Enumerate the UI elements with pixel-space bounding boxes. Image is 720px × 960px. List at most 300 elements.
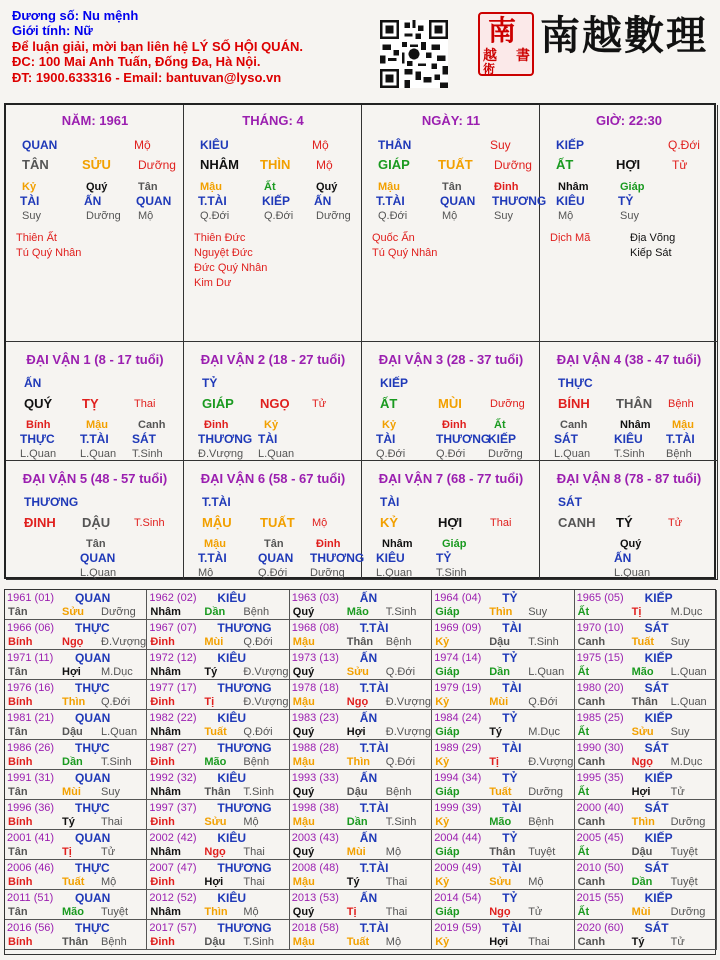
hidden-can: Bính [26,419,51,431]
hidden-star: T.TÀI [376,194,405,208]
year-star: TỶ [502,591,518,605]
dai-van-stage: Tử [668,517,683,529]
year-star: SÁT [644,921,669,935]
year-label: 1992 (32) [149,772,197,784]
year-chi: Thân [631,696,658,708]
dai-van-cell [540,461,718,580]
year-can: Tân [8,786,28,798]
year-star: THỰC [75,741,110,755]
hidden-can: Đinh [204,419,229,431]
shen-sha-note: Tú Quý Nhân [372,247,438,259]
hidden-can: Ất [494,419,506,431]
dai-van-can: QUÝ [24,396,53,411]
year-star: TÀI [502,801,522,815]
year-can: Giáp [435,846,460,858]
year-can: Quý [292,786,315,798]
dai-van-stage: Bệnh [668,398,694,410]
year-label: 1999 (39) [434,802,482,814]
hidden-star: KIÊU [556,194,585,208]
year-star: TÀI [502,921,522,935]
year-label: 2012 (52) [149,892,197,904]
pillar-stage: Mộ [316,158,333,172]
year-can: Giáp [435,606,460,618]
hidden-star: QUAN [258,551,294,565]
year-star: QUAN [75,831,111,845]
year-stage: Mộ [528,876,544,888]
shen-sha-note: Kim Dư [194,277,232,289]
annual-year-cell [432,590,574,620]
annual-year-cell [290,710,432,740]
hidden-can: Quý [86,181,108,193]
year-stage: Suy [101,786,120,798]
hidden-can: Mậu [672,419,694,431]
year-label: 1968 (08) [291,622,339,634]
pillar-star: QUAN [22,138,58,152]
hidden-stage: L.Quan [20,448,57,460]
year-chi: Thân [346,636,374,648]
year-stage: Dưỡng [528,786,563,798]
subject-name: Đương số: Nu mệnh [12,8,139,23]
year-chi: Sửu [346,666,369,678]
year-label: 2020 (60) [576,922,624,934]
annual-year-cell [5,770,147,800]
year-chi: Thìn [631,816,655,828]
pillar-can: NHÂM [200,157,239,172]
annual-year-cell [290,650,432,680]
seal-glyph: 越 [483,48,497,64]
year-label: 1986 (26) [7,742,55,754]
hidden-star: KIẾP [488,432,517,446]
annual-year-cell [575,650,717,680]
hidden-stage: L.Quan [80,448,117,460]
year-star: T.TÀI [359,801,389,815]
dai-van-can: ĐINH [24,515,56,530]
year-can: Ất [577,726,590,738]
year-label: 1974 (14) [434,652,482,664]
hidden-star: T.TÀI [666,432,695,446]
contact-line: Để luận giải, mời bạn liên hệ LÝ SỐ HỘI QUÁN. [12,38,303,54]
year-star: T.TÀI [359,681,389,695]
hidden-stage: Dưỡng [86,210,121,222]
year-label: 2004 (44) [434,832,482,844]
year-stage: Thai [385,906,408,918]
annual-year-cell [432,920,574,950]
year-can: Mậu [292,636,315,648]
year-stage: Tuyệt [528,846,556,858]
dai-van-stage: Dưỡng [490,398,525,410]
year-stage: Mộ [385,936,402,948]
annual-year-cell [290,860,432,890]
year-stage: L.Quan [670,666,707,678]
year-label: 1972 (12) [149,652,197,664]
year-can: Ất [577,846,590,858]
gender: Giới tính: Nữ [12,23,93,39]
year-can: Tân [8,846,28,858]
year-chi: Thân [204,786,231,798]
year-stage: M.Dục [670,756,703,768]
year-star: KIẾP [644,651,673,665]
year-star: THỰC [75,801,110,815]
annual-year-cell [575,620,717,650]
year-can: Ất [577,666,590,678]
hidden-star: QUAN [136,194,172,208]
year-can: Tân [8,606,28,618]
annual-year-cell [575,710,717,740]
year-star: KIÊU [217,891,247,905]
dai-van-stage: Thai [134,398,156,410]
year-label: 1984 (24) [434,712,482,724]
year-star: ẤN [359,591,378,605]
year-chi: Hợi [204,876,224,888]
year-stage: Q.Đới [243,726,273,738]
year-chi: Ngọ [489,906,511,918]
year-chi: Mùi [62,786,81,798]
hidden-star: THƯƠNG [198,432,253,446]
year-chi: Ngọ [346,696,369,708]
hidden-can: Tân [86,538,106,550]
dai-van-stage: T.Sinh [134,517,165,529]
hidden-can: Tân [264,538,284,550]
pillar-cell [362,105,547,342]
year-can: Canh [577,696,606,708]
year-stage: Dưỡng [101,606,136,618]
pillar-title: THÁNG: 4 [242,113,304,128]
year-label: 2001 (41) [7,832,55,844]
year-chi: Tý [631,936,645,948]
annual-year-cell [432,710,574,740]
annual-year-cell [5,590,147,620]
year-star: TỶ [502,771,518,785]
shen-sha-note: Kiếp Sát [630,247,672,259]
phone-email-line: ĐT: 1900.633316 - Email: bantuvan@lyso.vn [12,69,282,85]
year-chi: Mão [62,906,84,918]
address-line: ĐC: 100 Mai Anh Tuấn, Đống Đa, Hà Nội. [12,54,261,70]
year-stage: Tử [670,786,685,798]
year-can: Đinh [150,696,175,708]
year-stage: Mộ [385,846,402,858]
year-stage: Tuyệt [670,876,698,888]
hidden-star: ẤN [314,194,332,208]
year-stage: T.Sinh [385,606,417,618]
pillar-chi: TUẤT [438,157,473,172]
hidden-star: ẤN [614,551,632,565]
dai-van-chi: NGỌ [260,396,290,411]
hidden-stage: Đ.Vượng [198,448,244,460]
annual-year-cell [5,860,147,890]
year-star: T.TÀI [359,741,389,755]
hidden-can: Kỷ [22,181,37,193]
year-chi: Thân [62,936,89,948]
hidden-stage: L.Quan [80,567,117,579]
dai-van-can: BÍNH [558,396,590,411]
year-stage: Tử [670,936,685,948]
year-star: QUAN [75,651,111,665]
year-star: THƯƠNG [217,681,272,695]
year-can: Canh [577,636,606,648]
year-can: Giáp [435,786,460,798]
annual-year-cell [575,590,717,620]
year-label: 2005 (45) [576,832,624,844]
year-chi: Dần [631,876,653,888]
year-chi: Thìn [346,756,371,768]
annual-year-cell [290,770,432,800]
pillar-cell [184,105,362,342]
annual-year-cell [5,890,147,920]
year-chi: Sửu [204,816,227,828]
year-label: 2003 (43) [291,832,339,844]
year-label: 1990 (30) [576,742,624,754]
year-star: T.TÀI [359,861,389,875]
shen-sha-note: Nguyệt Đức [194,247,253,259]
annual-year-cell [432,740,574,770]
annual-year-cell [147,830,289,860]
year-can: Mậu [292,936,315,948]
year-chi: Dần [62,756,83,768]
header-info [12,8,303,85]
annual-year-cell [290,680,432,710]
year-label: 1965 (05) [576,592,624,604]
year-chi: Hợi [62,666,81,678]
pillar-star-right: Mộ [134,138,151,152]
hidden-stage: Q.Đới [376,448,406,460]
year-can: Tân [8,726,28,738]
dai-van-cell [6,461,184,580]
year-label: 2018 (58) [291,922,339,934]
year-stage: Đ.Vượng [528,756,574,768]
dai-van-title: ĐẠI VẬN 7 (68 - 77 tuổi) [378,471,524,486]
year-stage: Mộ [243,906,259,918]
dai-van-title: ĐẠI VẬN 4 (38 - 47 tuổi) [556,352,702,367]
annual-year-cell [575,800,717,830]
year-can: Kỷ [435,756,450,768]
year-star: QUAN [75,591,111,605]
pillar-star-right: Suy [490,138,511,152]
chart-grid [4,103,716,579]
annual-year-cell [147,710,289,740]
year-can: Bính [8,876,33,888]
year-stage: Bệnh [243,756,270,768]
year-stage: Q.Đới [243,636,273,648]
dai-van-star: THỰC [558,376,593,390]
year-chi: Tuất [62,876,85,888]
annual-year-cell [290,920,432,950]
year-label: 1962 (02) [149,592,197,604]
year-star: THƯƠNG [217,741,272,755]
shen-sha-note: Thiên Ất [16,232,57,244]
hidden-can: Giáp [620,181,645,193]
year-label: 1989 (29) [434,742,482,754]
year-stage: Bệnh [385,786,412,798]
year-label: 1988 (28) [291,742,339,754]
hidden-can: Mậu [378,181,400,193]
dai-van-chi: TÝ [616,515,633,530]
hidden-stage: L.Quan [614,567,651,579]
dai-van-star: T.TÀI [202,495,231,509]
year-label: 2015 (55) [576,892,624,904]
year-label: 1991 (31) [7,772,55,784]
year-label: 1985 (25) [576,712,624,724]
year-label: 1961 (01) [7,592,55,604]
annual-year-cell [147,860,289,890]
hidden-star: KIÊU [614,432,643,446]
hidden-stage: Q.Đới [258,567,288,579]
year-stage: Bệnh [528,816,554,828]
year-label: 1994 (34) [434,772,482,784]
year-chi: Tị [204,696,215,708]
year-can: Mậu [292,876,315,888]
pillar-cell [540,105,718,342]
year-can: Kỷ [435,876,450,888]
year-star: KIÊU [217,651,247,665]
year-can: Canh [577,756,606,768]
year-can: Quý [292,726,315,738]
annual-year-cell [5,710,147,740]
dai-van-can: ẤT [380,396,398,411]
year-label: 2007 (47) [149,862,197,874]
year-label: 2017 (57) [149,922,197,934]
year-chi: Mão [489,816,512,828]
annual-year-cell [290,890,432,920]
hidden-star: SÁT [554,432,578,446]
dai-van-can: KỶ [380,515,399,530]
year-star: TÀI [502,621,522,635]
dai-van-star: ẤN [24,376,42,390]
year-star: THỰC [75,921,110,935]
hidden-can: Tân [138,181,158,193]
hidden-stage: L.Quan [258,448,295,460]
year-chi: Tị [346,906,357,918]
year-can: Quý [292,606,315,618]
dai-van-title: ĐẠI VẬN 6 (58 - 67 tuổi) [200,471,346,486]
year-can: Ất [577,786,590,798]
pillar-stage: Tử [672,158,688,172]
hidden-stage: Q.Đới [378,210,408,222]
year-label: 1978 (18) [291,682,339,694]
dai-van-chi: HỢI [438,515,463,530]
hidden-stage: Mộ [442,210,458,222]
year-star: THỰC [75,861,110,875]
year-stage: Suy [528,606,548,618]
year-stage: Đ.Vượng [385,726,431,738]
year-label: 1993 (33) [291,772,339,784]
year-can: Nhâm [150,846,181,858]
year-label: 1975 (15) [576,652,624,664]
year-label: 2008 (48) [291,862,339,874]
pillar-star-right: Mộ [312,138,329,152]
year-stage: L.Quan [528,666,565,678]
year-stage: Thai [528,936,550,948]
year-stage: Đ.Vượng [243,696,289,708]
year-can: Đinh [150,756,175,768]
year-label: 2014 (54) [434,892,482,904]
year-chi: Tuất [346,936,370,948]
hidden-stage: Q.Đới [436,448,466,460]
hidden-stage: T.Sinh [132,448,163,460]
dai-van-cell [362,342,540,461]
shen-sha-note: Dịch Mã [550,232,591,244]
annual-year-cell [290,740,432,770]
year-can: Kỷ [435,636,450,648]
year-can: Bính [8,756,33,768]
year-star: SÁT [644,741,669,755]
annual-year-cell [432,890,574,920]
hidden-star: TÀI [258,432,278,446]
hidden-stage: Dưỡng [316,210,351,222]
dai-van-chi: THÂN [616,396,653,411]
year-label: 1977 (17) [149,682,197,694]
year-can: Bính [8,696,33,708]
year-can: Bính [8,816,33,828]
annual-year-cell [5,650,147,680]
year-star: THƯƠNG [217,921,272,935]
year-chi: Hợi [489,936,509,948]
year-chi: Tị [631,606,642,618]
pillar-chi: HỢI [616,157,641,172]
year-chi: Tuất [489,786,512,798]
year-label: 1963 (03) [291,592,339,604]
year-stage: Thai [243,876,265,888]
year-star: THỰC [75,621,110,635]
annual-year-cell [432,620,574,650]
year-star: TỶ [502,831,518,845]
pillar-star: THÂN [378,138,412,152]
year-can: Mậu [292,756,315,768]
hidden-stage: Mộ [558,210,574,222]
annual-year-cell [575,740,717,770]
hidden-can: Mậu [204,538,226,550]
year-label: 1964 (04) [434,592,482,604]
year-can: Quý [292,666,315,678]
hidden-star: TÀI [376,432,396,446]
hidden-star: TỶ [436,551,452,565]
year-chi: Mùi [489,696,509,708]
hidden-can: Đinh [494,181,519,193]
dai-van-star: TÀI [380,495,400,509]
dai-van-star: THƯƠNG [24,495,79,509]
dai-van-star: KIẾP [380,376,409,390]
hidden-stage: L.Quan [376,567,413,579]
year-label: 1969 (09) [434,622,482,634]
year-can: Nhâm [150,666,181,678]
brand-title: 南越數理 [540,12,708,59]
annual-year-cell [432,800,574,830]
year-stage: L.Quan [101,726,138,738]
hidden-stage: L.Quan [554,448,591,460]
shen-sha-note: Đức Quý Nhân [194,262,268,274]
year-stage: Q.Đới [385,756,416,768]
dai-van-star: SÁT [558,495,582,509]
hidden-stage: Mộ [198,567,214,579]
hidden-stage: T.Sinh [614,448,645,460]
year-can: Nhâm [150,906,181,918]
year-stage: Q.Đới [528,696,558,708]
year-chi: Sửu [489,876,512,888]
hidden-stage: Suy [494,210,513,222]
year-chi: Tý [62,816,75,828]
year-can: Đinh [150,876,175,888]
year-label: 1976 (16) [7,682,55,694]
hidden-star: THƯƠNG [310,551,365,565]
year-can: Canh [577,876,606,888]
shen-sha-note: Địa Võng [630,232,676,244]
year-star: THƯƠNG [217,621,272,635]
year-stage: Đ.Vượng [243,666,289,678]
annual-year-cell [147,770,289,800]
hidden-star: ẤN [84,194,102,208]
hidden-can: Giáp [442,538,467,550]
year-chi: Tý [204,666,218,678]
year-label: 2002 (42) [149,832,197,844]
